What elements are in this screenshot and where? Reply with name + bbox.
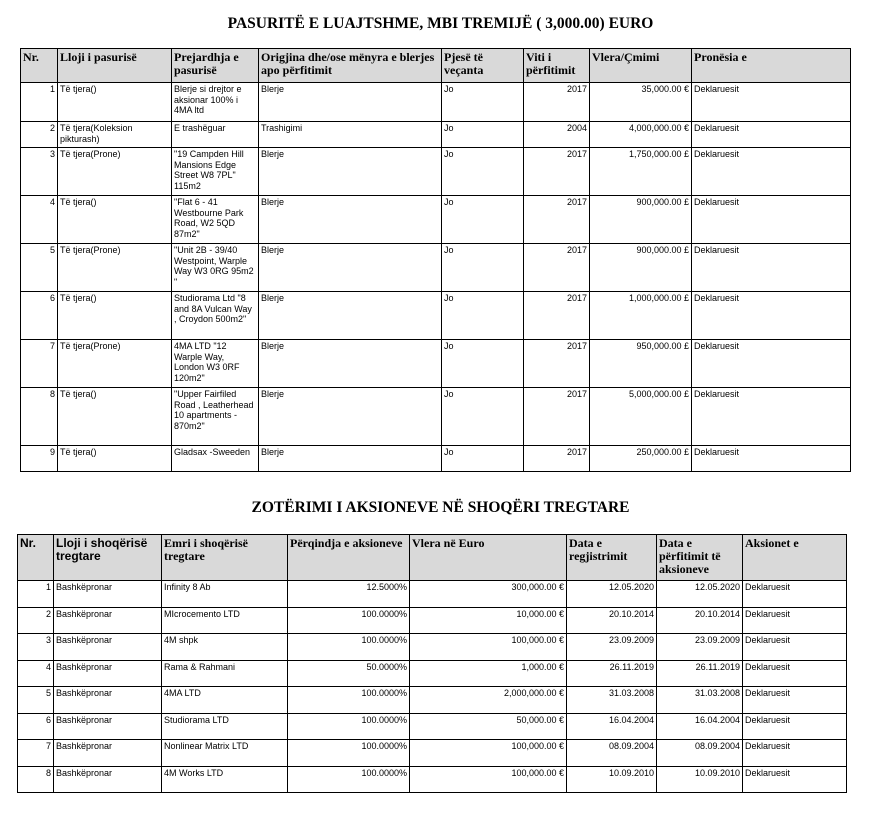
table-row — [21, 148, 851, 196]
cell-ownership: Deklaruesit — [692, 446, 851, 472]
cell-value-euro: 100,000.00 € — [410, 766, 567, 793]
cell-company-type: Bashkëpronar — [54, 687, 162, 714]
cell-acquisition-date: 31.03.2008 — [657, 687, 743, 714]
table-row — [18, 766, 847, 793]
header-registration-date: Data e regjistrimit — [567, 535, 657, 581]
cell-ownership: Deklaruesit — [692, 83, 851, 122]
cell-year: 2017 — [524, 244, 590, 292]
cell-value: 1,000,000.00 £ — [590, 292, 692, 340]
cell-ownership: Deklaruesit — [692, 292, 851, 340]
cell-value-euro: 50,000.00 € — [410, 713, 567, 740]
cell-company-name: 4MA LTD — [162, 687, 288, 714]
cell-shares-owner: Deklaruesit — [743, 713, 847, 740]
cell-acquisition-method: Blerje — [259, 446, 442, 472]
cell-asset-origin: "Flat 6 - 41 Westbourne Park Road, W2 5QD 87m2" — [172, 196, 259, 244]
cell-shares-owner: Deklaruesit — [743, 766, 847, 793]
cell-nr: 2 — [18, 607, 54, 634]
cell-shares-owner: Deklaruesit — [743, 660, 847, 687]
cell-year: 2017 — [524, 446, 590, 472]
table-row — [18, 581, 847, 608]
table-row — [18, 713, 847, 740]
cell-value: 950,000.00 £ — [590, 340, 692, 388]
cell-ownership: Deklaruesit — [692, 388, 851, 446]
header-value-euro: Vlera në Euro — [410, 535, 567, 581]
table-row — [18, 740, 847, 767]
cell-asset-origin: E trashëguar — [172, 122, 259, 148]
table-row — [21, 122, 851, 148]
header-year: Viti i përfitimit — [524, 49, 590, 83]
cell-nr: 8 — [18, 766, 54, 793]
cell-special-parts: Jo — [442, 122, 524, 148]
cell-company-type: Bashkëpronar — [54, 660, 162, 687]
movable-assets-title: PASURITË E LUAJTSHME, MBI TREMIJË ( 3,000.00) EURO — [227, 15, 654, 32]
cell-value: 4,000,000.00 € — [590, 122, 692, 148]
header-ownership: Pronësia e — [692, 49, 851, 83]
cell-asset-type: Të tjera(Prone) — [58, 340, 172, 388]
cell-value-euro: 2,000,000.00 € — [410, 687, 567, 714]
cell-asset-origin: "19 Campden Hill Mansions Edge Street W8 7PL" 115m2 — [172, 148, 259, 196]
cell-company-name: MIcrocemento LTD — [162, 607, 288, 634]
cell-nr: 1 — [21, 83, 58, 122]
table-row — [18, 660, 847, 687]
cell-nr: 5 — [18, 687, 54, 714]
cell-nr: 7 — [18, 740, 54, 767]
cell-nr: 6 — [21, 292, 58, 340]
cell-special-parts: Jo — [442, 196, 524, 244]
cell-share-percent: 12.5000% — [288, 581, 410, 608]
table-row — [18, 607, 847, 634]
cell-company-type: Bashkëpronar — [54, 766, 162, 793]
movable-assets-body — [21, 83, 851, 472]
cell-asset-type: Të tjera(Koleksion pikturash) — [58, 122, 172, 148]
table-row — [18, 687, 847, 714]
cell-company-type: Bashkëpronar — [54, 607, 162, 634]
cell-asset-origin: 4MA LTD "12 Warple Way, London W3 0RF 120m2" — [172, 340, 259, 388]
cell-nr: 8 — [21, 388, 58, 446]
cell-registration-date: 31.03.2008 — [567, 687, 657, 714]
cell-acquisition-method: Blerje — [259, 196, 442, 244]
cell-acquisition-method: Blerje — [259, 148, 442, 196]
cell-acquisition-method: Blerje — [259, 388, 442, 446]
cell-ownership: Deklaruesit — [692, 196, 851, 244]
cell-value: 900,000.00 £ — [590, 244, 692, 292]
table-row — [21, 292, 851, 340]
cell-registration-date: 16.04.2004 — [567, 713, 657, 740]
cell-company-type: Bashkëpronar — [54, 713, 162, 740]
cell-year: 2017 — [524, 388, 590, 446]
cell-asset-type: Të tjera() — [58, 388, 172, 446]
cell-company-name: 4M Works LTD — [162, 766, 288, 793]
cell-company-type: Bashkëpronar — [54, 634, 162, 661]
cell-share-percent: 100.0000% — [288, 634, 410, 661]
cell-asset-type: Të tjera() — [58, 83, 172, 122]
cell-ownership: Deklaruesit — [692, 340, 851, 388]
cell-special-parts: Jo — [442, 244, 524, 292]
cell-ownership: Deklaruesit — [692, 148, 851, 196]
cell-special-parts: Jo — [442, 340, 524, 388]
cell-asset-origin: "Upper Fairfiled Road , Leatherhead 10 apartments - 870m2" — [172, 388, 259, 446]
cell-value: 35,000.00 € — [590, 83, 692, 122]
cell-acquisition-method: Trashigimi — [259, 122, 442, 148]
header-asset-origin: Prejardhja e pasurisë — [172, 49, 259, 83]
cell-value: 250,000.00 £ — [590, 446, 692, 472]
cell-special-parts: Jo — [442, 292, 524, 340]
cell-asset-type: Të tjera() — [58, 446, 172, 472]
cell-nr: 7 — [21, 340, 58, 388]
cell-year: 2017 — [524, 292, 590, 340]
cell-company-name: 4M shpk — [162, 634, 288, 661]
cell-acquisition-method: Blerje — [259, 340, 442, 388]
cell-year: 2017 — [524, 148, 590, 196]
cell-company-type: Bashkëpronar — [54, 740, 162, 767]
header-share-percent: Përqindja e aksioneve — [288, 535, 410, 581]
cell-acquisition-date: 23.09.2009 — [657, 634, 743, 661]
cell-special-parts: Jo — [442, 446, 524, 472]
cell-year: 2017 — [524, 83, 590, 122]
cell-asset-type: Të tjera(Prone) — [58, 148, 172, 196]
cell-shares-owner: Deklaruesit — [743, 607, 847, 634]
cell-value-euro: 1,000.00 € — [410, 660, 567, 687]
cell-year: 2017 — [524, 196, 590, 244]
cell-asset-origin: Studiorama Ltd "8 and 8A Vulcan Way , Croydon 500m2" — [172, 292, 259, 340]
header-asset-type: Lloji i pasurisë — [58, 49, 172, 83]
cell-nr: 3 — [21, 148, 58, 196]
cell-acquisition-date: 12.05.2020 — [657, 581, 743, 608]
header-nr: Nr. — [18, 535, 54, 581]
cell-value: 5,000,000.00 £ — [590, 388, 692, 446]
cell-acquisition-date: 08.09.2004 — [657, 740, 743, 767]
header-shares-owner: Aksionet e — [743, 535, 847, 581]
cell-nr: 5 — [21, 244, 58, 292]
header-value: Vlera/Çmimi — [590, 49, 692, 83]
cell-ownership: Deklaruesit — [692, 244, 851, 292]
cell-company-name: Nonlinear Matrix LTD — [162, 740, 288, 767]
table-row — [21, 446, 851, 472]
cell-nr: 2 — [21, 122, 58, 148]
cell-share-percent: 100.0000% — [288, 713, 410, 740]
header-acquisition-date: Data e përfitimit të aksioneve — [657, 535, 743, 581]
cell-shares-owner: Deklaruesit — [743, 634, 847, 661]
table-header-row — [21, 49, 851, 83]
shares-body — [18, 581, 847, 793]
cell-registration-date: 10.09.2010 — [567, 766, 657, 793]
cell-share-percent: 100.0000% — [288, 766, 410, 793]
cell-asset-type: Të tjera() — [58, 292, 172, 340]
cell-asset-origin: Blerje si drejtor e aksionar 100% i 4MA ltd — [172, 83, 259, 122]
header-special-parts: Pjesë të veçanta — [442, 49, 524, 83]
cell-acquisition-date: 26.11.2019 — [657, 660, 743, 687]
cell-nr: 3 — [18, 634, 54, 661]
cell-acquisition-date: 10.09.2010 — [657, 766, 743, 793]
cell-shares-owner: Deklaruesit — [743, 581, 847, 608]
cell-value-euro: 10,000.00 € — [410, 607, 567, 634]
header-company-type: Lloji i shoqërisë tregtare — [54, 535, 162, 581]
table-row — [21, 244, 851, 292]
cell-value-euro: 100,000.00 € — [410, 634, 567, 661]
table-row — [18, 634, 847, 661]
cell-registration-date: 23.09.2009 — [567, 634, 657, 661]
cell-special-parts: Jo — [442, 83, 524, 122]
cell-asset-type: Të tjera() — [58, 196, 172, 244]
cell-value-euro: 100,000.00 € — [410, 740, 567, 767]
table-row — [21, 83, 851, 122]
cell-nr: 9 — [21, 446, 58, 472]
cell-value-euro: 300,000.00 € — [410, 581, 567, 608]
cell-company-type: Bashkëpronar — [54, 581, 162, 608]
cell-nr: 4 — [21, 196, 58, 244]
cell-acquisition-method: Blerje — [259, 292, 442, 340]
cell-registration-date: 08.09.2004 — [567, 740, 657, 767]
cell-ownership: Deklaruesit — [692, 122, 851, 148]
cell-acquisition-method: Blerje — [259, 83, 442, 122]
cell-value: 900,000.00 £ — [590, 196, 692, 244]
cell-company-name: Rama & Rahmani — [162, 660, 288, 687]
cell-asset-origin: "Unit 2B - 39/40 Westpoint, Warple Way W3 0RG 95m2 " — [172, 244, 259, 292]
cell-share-percent: 100.0000% — [288, 740, 410, 767]
shares-table — [17, 534, 847, 793]
table-row — [21, 388, 851, 446]
header-acquisition-method: Origjina dhe/ose mënyra e blerjes apo përfitimit — [259, 49, 442, 83]
cell-special-parts: Jo — [442, 148, 524, 196]
cell-asset-origin: Gladsax -Sweeden — [172, 446, 259, 472]
header-company-name: Emri i shoqërisë tregtare — [162, 535, 288, 581]
cell-acquisition-date: 20.10.2014 — [657, 607, 743, 634]
cell-shares-owner: Deklaruesit — [743, 740, 847, 767]
cell-registration-date: 20.10.2014 — [567, 607, 657, 634]
cell-nr: 4 — [18, 660, 54, 687]
shares-title: ZOTËRIMI I AKSIONEVE NË SHOQËRI TREGTARE — [251, 499, 630, 516]
cell-year: 2004 — [524, 122, 590, 148]
cell-registration-date: 26.11.2019 — [567, 660, 657, 687]
cell-share-percent: 50.0000% — [288, 660, 410, 687]
cell-registration-date: 12.05.2020 — [567, 581, 657, 608]
cell-acquisition-date: 16.04.2004 — [657, 713, 743, 740]
table-row — [21, 196, 851, 244]
cell-acquisition-method: Blerje — [259, 244, 442, 292]
cell-share-percent: 100.0000% — [288, 607, 410, 634]
cell-nr: 6 — [18, 713, 54, 740]
header-nr: Nr. — [21, 49, 58, 83]
cell-asset-type: Të tjera(Prone) — [58, 244, 172, 292]
table-row — [21, 340, 851, 388]
table-header-row — [18, 535, 847, 581]
cell-company-name: Infinity 8 Ab — [162, 581, 288, 608]
movable-assets-table — [20, 48, 851, 472]
cell-shares-owner: Deklaruesit — [743, 687, 847, 714]
cell-nr: 1 — [18, 581, 54, 608]
cell-year: 2017 — [524, 340, 590, 388]
cell-special-parts: Jo — [442, 388, 524, 446]
cell-share-percent: 100.0000% — [288, 687, 410, 714]
cell-company-name: Studiorama LTD — [162, 713, 288, 740]
cell-value: 1,750,000.00 £ — [590, 148, 692, 196]
